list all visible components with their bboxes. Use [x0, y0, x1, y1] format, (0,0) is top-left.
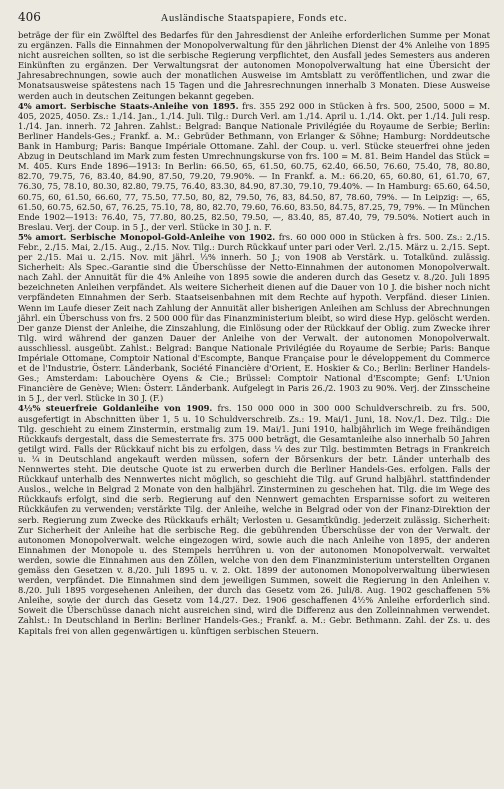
- section-heading: 4½% steuerfreie Goldanleihe von 1909.: [18, 403, 213, 414]
- document-body: [18, 30, 490, 636]
- section-rente-1895: [18, 101, 490, 232]
- section-text: frs. 60 000 000 in Stücken à frs. 500. Zs.: 2./15. Febr., 2./15. Mai, 2./15. Aug., 2./15. Nov. Tilg.: Durch Rückkauf unter pari oder Verl. 2./15. März u. 2./15. Sept. per 2./15. Mai u. 2./15. Nov. mit jährl. ⅓% innerh. 50 J.; von 1908 ab Verstärk. u. Totalkünd. zulässig. Sicherheit: Als Spec.-Garantie sind die Überschüsse der Netto-Einnahmen der autonomen Monopolverwalt. nach Zahl. der Annuität für die 4% Anleihe von 1895 sowie die anderen durch das Gesetz v. 8./20. Juli 1895 bezeichneten Anleihen verpfändet. Als weitere Sicherheit dienen auf die Dauer von 10 J. die bisher noch nicht verpfändeten Einnahmen der Serb. Staatseisenbahnen mit dem Rechte auf hypoth. Verpfänd. dieser Linien. Wenn im Laufe dieser Zeit nach Zahlung der Annuität aller bisherigen Anleihen am Schluss der Abrechnungen jährl. ein Überschuss von frs. 2 500 000 für das Finanzministerium bleibt, so wird diese Hyp. gelöscht werden. Der ganze Dienst der Anleihe, die Zinszahlung, die Einlösung oder der Rückkauf der Oblig. zum Zwecke ihrer Tilg. wird während der ganzen Dauer der Anleihe von der Verwalt. der autonomen Monopolverwalt. ausschliessl. ausgeübt. Zahlst.: Belgrad: Banque Nationale Privilégiée du Royaume de Serbie; Paris: Banque Impériale Ottomane, Comptoir National d'Escompte, Banque Française pour le développement du Commerce et de l'Industrie, Österr. Länderbank, Société Financière d'Orient, E. Hoskier & Co.; Berlin: Berliner Handels-Ges.; Amsterdam: Labouchère Oyens & Cie.; Brüssel: Comptoir National d'Escompte; Genf: L'Union Financière de Genève; Wien: Österr. Länderbank. Aufgelegt in Paris 26./2. 1903 zu 90%. Verj. der Zinsscheine in 5 J., der verl. Stücke in 30 J. (F.): [18, 231, 490, 404]
- section-heading: 5% amort. Serbische Monopol-Gold-Anleihe von 1902.: [18, 231, 276, 242]
- section-gold-1909: [18, 403, 490, 635]
- page-number: 406: [18, 10, 41, 24]
- section-monopol-1902: [18, 232, 490, 404]
- section-text: frs. 150 000 000 in 300 000 Schuldverschreib. zu frs. 500, ausgefertigt in Abschnitten über 1, 5 u. 10 Schuldverschreib. Zs.: 19. Mai/1. Juni, 18. Nov./1. Dez. Tilg.: Die Tilg. geschieht zu einem Zinstermin, erstmalig zum 19. Mai/1. Juni 1910, halbjährlich im Wege freihändigen Rückkaufs dergestalt, dass die Semesterrate frs. 375 000 beträgt, die Gesamtanleihe also innerhalb 50 Jahren getilgt wird. Falls der Rückkauf nicht bis zu erfolgen, dass ¼ des zur Tilg. bestimmten Betrags in Frankreich u. ¼ in Deutschland angekauft werden müssen, sofern der Börsenkurs der betr. Länder unterhalb des Nennwertes steht. Die deutsche Quote ist zu erwerben durch die Berliner Handels-Ges. erfolgen. Falls der Rückkauf unterhalb des Nennwertes nicht möglich, so geschieht die Tilg. auf Grund halbjährl. stattfindender Auslos., welche in Belgrad 2 Monate von den halbjährl. Zinsterminen zu geschehen hat. Tilg. die im Wege des Rückkaufs erfolgt, sind die serb. Regierung auf den Nennwert gemachten Ersparnisse sofort zu weiteren Rückkäufen zu verwenden; verstärkte Tilg. der Anleihe, welche in Belgrad oder von der Finanz-Direktion der serb. Regierung zum Zwecke des Rückkaufs erhält; Verlosten u. Gesamtkündig. jederzeit zulässig. Sicherheit: Zur Sicherheit der Anleihe hat die serbische Reg. die gebührenden Überschüsse der von der Verwalt. der autonomen Monopolverwalt. welche eingezogen wird, sowie auch die nach Anleihe von 1895, der anderen Einnahmen der Monopole u. des Stempels herrühren u. von der autonomen Monopolverwalt. verwaltet werden, sowie die Einnahmen aus den Zöllen, welche von den dem Finanzministerium unterstellten Organen gemäss den Gesetzen v. 8./20. Juli 1895 u. v. 2. Okt. 1899 der autonomen Monopolverwaltung überwiesen werden, verpfändet. Die Einnahmen sind dem jeweiligen Summen, soweit die Regierung in den Anleihen v. 8./20. Juli 1895 vorgesehenen Anleihen, der durch das Gesetz vom 26. Juli/8. Aug. 1902 geschaffenen 5% Anleihe, sowie der durch das Gesetz vom 14./27. Dez. 1906 geschaffenen 4½% Anleihe erforderlich sind. Soweit die Überschüsse danach nicht ausreichen sind, wird die Differenz aus den Zolleinnahmen verwendet. Zahlst.: In Deutschland in Berlin: Berliner Handels-Ges.; Frankf. a. M.: Gebr. Bethmann. Zahl. der Zs. u. des Kapitals frei von allen gegenwärtigen u. künftigen serbischen Steuern.: [18, 403, 491, 636]
- page-header: [18, 10, 490, 30]
- paragraph-intro: beträge der für ein Zwölftel des Bedarfes für den Jahresdienst der Anleihe erforderlichen Summe per Monat zu ergänzen. Falls die Einnahmen der Monopolverwaltung für den jährlichen Dienst der 4% Anleihe von 1895 nicht ausreichen sollten, so ist die serbische Regierung verpflichtet, den Ausfall jedes Semesters aus anderen Einkünften zu ergänzen. Der Verwaltungsrat der autonomen Monopolverwaltung hat eine Übersicht der Jahresabrechnungen, sowie auch der monatlichen Ausweise im Amtsblatt zu veröffentlichen, und zwar die Monatsausweise spätestens nach 15 Tagen und die Jahresrechnungen innerhalb 3 Monaten. Diese Ausweise werden auch in deutschen Zeitungen bekannt gegeben.: [18, 30, 490, 101]
- running-title: Ausländische Staatspapiere, Fonds etc.: [160, 13, 348, 24]
- section-heading: 4% amort. Serbische Staats-Anleihe von 1895.: [18, 100, 239, 111]
- section-text: frs. 355 292 000 in Stücken à frs. 500, 2500, 5000 = M. 405, 2025, 4050. Zs.: 1./14. Jan., 1./14. Juli. Tilg.: Durch Verl. am 1./14. April u. 1./14. Okt. per 1./14. Juli resp. 1./14. Jan. innerh. 72 Jahren. Zahlst.: Belgrad: Banque Nationale Privilégiée du Royaume de Serbie; Berlin: Berliner Handels-Ges.; Frankf. a. M.: Gebrüder Bethmann, von Erlanger & Söhne; Hamburg: Norddeutsche Bank in Hamburg; Paris: Banque Impériale Ottomane. Zahl. der Coup. u. verl. Stücke steuerfrei ohne jeden Abzug in Deutschland im Mark zum festen Umrechnungskurse von frs. 100 = M. 81. Beim Handel das Stück = M. 405. Kurs Ende 1896—1913: In Berlin: 66.50, 65, 61.50, 60.75, 62.40, 66.50, 76.60, 75.40, 78, 80.80, 82.70, 79.75, 76, 83.40, 84.90, 87.50, 79.20, 79.90%. — In Frankf. a. M.: 66.20, 65, 60.80, 61, 61.70, 67, 76.30, 75, 78.10, 80.30, 82.80, 79.75, 76.40, 83.30, 84.90, 87.30, 79.10, 79.40%. — In Hamburg: 65.60, 64.50, 60.75, 60, 61.50, 66.60, 77, 75.50, 77.50, 80, 82, 79.50, 76, 83, 84.50, 87, 78.60, 79%. — In Leipzig: —, 65, 61.50, 60.75, 62.50, 67, 76.25, 75.10, 78, 80, 82.70, 79.60, 76.60, 83.50, 84.75, 87.25, 79, 79%. — In München Ende 1902—1913: 76.40, 75, 77.80, 80.25, 82.50, 79.50, —, 83.40, 85, 87.40, 79, 79.50%. Notiert auch in Breslau. Verj. der Coup. in 5 J., der verl. Stücke in 30 J. n. F.: [18, 100, 491, 232]
